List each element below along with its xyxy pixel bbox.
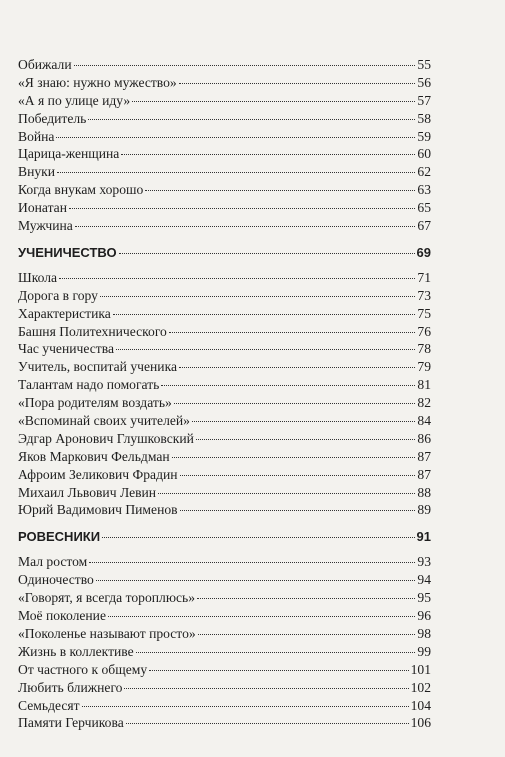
entry-page-number: 60 bbox=[417, 146, 431, 162]
entry-title: Учитель, воспитай ученика bbox=[18, 359, 177, 375]
entry-page-number: 95 bbox=[417, 590, 431, 606]
toc-entry bbox=[18, 340, 431, 358]
toc-entry bbox=[18, 430, 431, 448]
entry-title: Когда внукам хорошо bbox=[18, 182, 144, 198]
toc-entry bbox=[18, 199, 431, 217]
entry-page-number: 86 bbox=[417, 430, 431, 446]
section-title: УЧЕНИЧЕСТВО bbox=[18, 244, 117, 260]
dot-leader bbox=[179, 366, 415, 368]
dot-leader bbox=[180, 509, 416, 511]
entry-title: Школа bbox=[18, 269, 58, 285]
entry-page-number: 101 bbox=[410, 661, 431, 677]
dot-leader bbox=[59, 277, 415, 279]
toc-entry bbox=[18, 394, 431, 412]
dot-leader bbox=[136, 651, 416, 653]
entry-page-number: 96 bbox=[417, 608, 431, 624]
toc-entry bbox=[18, 571, 431, 589]
dot-leader bbox=[119, 252, 415, 254]
toc-entry bbox=[18, 625, 431, 643]
entry-page-number: 73 bbox=[417, 287, 431, 303]
dot-leader bbox=[108, 615, 415, 617]
toc-entry bbox=[18, 484, 431, 502]
dot-leader bbox=[126, 722, 409, 724]
dot-leader bbox=[124, 687, 408, 689]
entry-title: Башня Политехнического bbox=[18, 323, 167, 339]
entry-title: Моё поколение bbox=[18, 608, 106, 624]
toc-entry bbox=[18, 269, 431, 287]
toc-entry bbox=[18, 679, 431, 697]
toc-entry bbox=[18, 466, 431, 484]
entry-page-number: 55 bbox=[417, 57, 431, 72]
entry-title: Жизнь в коллективе bbox=[18, 643, 134, 659]
entry-title: «А я по улице иду» bbox=[18, 92, 131, 108]
entry-page-number: 84 bbox=[417, 413, 431, 429]
entry-title: Афроим Зеликович Фрадин bbox=[18, 466, 178, 482]
dot-leader bbox=[74, 64, 416, 66]
dot-leader bbox=[161, 384, 415, 386]
entry-title: Обижали bbox=[18, 57, 72, 72]
entry-page-number: 65 bbox=[417, 200, 431, 216]
toc-entry bbox=[18, 607, 431, 625]
entry-page-number: 104 bbox=[410, 697, 431, 713]
dot-leader bbox=[96, 579, 416, 581]
entry-title: Внуки bbox=[18, 164, 56, 180]
entry-page-number: 87 bbox=[417, 448, 431, 464]
entry-title: Эдгар Аронович Глушковский bbox=[18, 430, 194, 446]
dot-leader bbox=[100, 295, 415, 297]
toc-entry bbox=[18, 323, 431, 341]
entry-page-number: 56 bbox=[417, 74, 431, 90]
toc-entry bbox=[18, 412, 431, 430]
entry-page-number: 71 bbox=[417, 269, 431, 285]
toc-entry bbox=[18, 181, 431, 199]
dot-leader bbox=[116, 348, 415, 350]
dot-leader bbox=[198, 633, 416, 635]
entry-title: Дорога в гору bbox=[18, 287, 98, 303]
dot-leader bbox=[197, 597, 415, 599]
dot-leader bbox=[102, 536, 414, 538]
toc-entry bbox=[18, 128, 431, 146]
entry-page-number: 89 bbox=[417, 502, 431, 518]
dot-leader bbox=[172, 456, 416, 458]
toc-entry bbox=[18, 92, 431, 110]
dot-leader bbox=[180, 474, 416, 476]
dot-leader bbox=[57, 171, 415, 173]
dot-leader bbox=[132, 100, 415, 102]
dot-leader bbox=[56, 136, 415, 138]
toc-entry bbox=[18, 217, 431, 235]
entry-title: Характеристика bbox=[18, 305, 111, 321]
entry-page-number: 88 bbox=[417, 484, 431, 500]
entry-page-number: 98 bbox=[417, 625, 431, 641]
section-heading bbox=[18, 524, 431, 550]
dot-leader bbox=[82, 705, 409, 707]
toc-entry bbox=[18, 501, 431, 519]
entry-title: Ионатан bbox=[18, 200, 67, 216]
dot-leader bbox=[121, 153, 415, 155]
dot-leader bbox=[75, 225, 416, 227]
section-heading bbox=[18, 240, 431, 266]
dot-leader bbox=[179, 82, 416, 84]
dot-leader bbox=[158, 492, 415, 494]
section-page-number: 69 bbox=[416, 244, 431, 260]
entry-page-number: 102 bbox=[410, 679, 431, 695]
toc-entry bbox=[18, 697, 431, 715]
entry-title: Талантам надо помогать bbox=[18, 377, 160, 393]
entry-page-number: 87 bbox=[417, 466, 431, 482]
entry-title: Час ученичества bbox=[18, 341, 114, 357]
entry-page-number: 81 bbox=[417, 377, 431, 393]
table-of-contents bbox=[18, 56, 431, 732]
dot-leader bbox=[89, 561, 415, 563]
entry-title: Памяти Герчикова bbox=[18, 715, 124, 731]
dot-leader bbox=[192, 420, 415, 422]
entry-title: «Я знаю: нужно мужество» bbox=[18, 74, 177, 90]
entry-title: Юрий Вадимович Пименов bbox=[18, 502, 178, 518]
entry-title: Мал ростом bbox=[18, 554, 88, 570]
entry-title: «Говорят, я всегда тороплюсь» bbox=[18, 590, 196, 606]
entry-title: «Поколенье называют просто» bbox=[18, 625, 196, 641]
section-title: РОВЕСНИКИ bbox=[18, 529, 101, 545]
entry-page-number: 94 bbox=[417, 572, 431, 588]
entry-page-number: 62 bbox=[417, 164, 431, 180]
entry-title: От частного к общему bbox=[18, 661, 148, 677]
toc-entry bbox=[18, 589, 431, 607]
entry-title: Победитель bbox=[18, 110, 87, 126]
entry-title: Яков Маркович Фельдман bbox=[18, 448, 170, 464]
dot-leader bbox=[88, 118, 415, 120]
section-page-number: 91 bbox=[416, 529, 431, 545]
entry-title: Царица-женщина bbox=[18, 146, 120, 162]
toc-entry bbox=[18, 305, 431, 323]
toc-entry bbox=[18, 714, 431, 732]
entry-title: Любить ближнего bbox=[18, 679, 123, 695]
dot-leader bbox=[113, 313, 416, 315]
entry-page-number: 79 bbox=[417, 359, 431, 375]
entry-page-number: 58 bbox=[417, 110, 431, 126]
dot-leader bbox=[174, 402, 416, 404]
toc-entry bbox=[18, 661, 431, 679]
dot-leader bbox=[145, 189, 415, 191]
toc-entry bbox=[18, 56, 431, 74]
entry-title: «Пора родителям воздать» bbox=[18, 395, 172, 411]
dot-leader bbox=[69, 207, 415, 209]
entry-page-number: 99 bbox=[417, 643, 431, 659]
entry-page-number: 67 bbox=[417, 218, 431, 234]
dot-leader bbox=[169, 331, 416, 333]
toc-entry bbox=[18, 145, 431, 163]
entry-page-number: 59 bbox=[417, 128, 431, 144]
entry-page-number: 82 bbox=[417, 395, 431, 411]
entry-page-number: 78 bbox=[417, 341, 431, 357]
toc-entry bbox=[18, 448, 431, 466]
entry-page-number: 63 bbox=[417, 182, 431, 198]
entry-title: «Вспоминай своих учителей» bbox=[18, 413, 190, 429]
entry-page-number: 76 bbox=[417, 323, 431, 339]
toc-entry bbox=[18, 110, 431, 128]
entry-title: Война bbox=[18, 128, 55, 144]
dot-leader bbox=[196, 438, 416, 440]
entry-page-number: 93 bbox=[417, 554, 431, 570]
dot-leader bbox=[149, 669, 408, 671]
entry-page-number: 75 bbox=[417, 305, 431, 321]
toc-entry bbox=[18, 553, 431, 571]
entry-title: Семьдесят bbox=[18, 697, 80, 713]
entry-title: Одиночество bbox=[18, 572, 94, 588]
toc-entry bbox=[18, 376, 431, 394]
toc-entry bbox=[18, 287, 431, 305]
entry-page-number: 57 bbox=[417, 92, 431, 108]
toc-entry bbox=[18, 74, 431, 92]
toc-entry bbox=[18, 358, 431, 376]
toc-entry bbox=[18, 163, 431, 181]
toc-entry bbox=[18, 643, 431, 661]
entry-title: Мужчина bbox=[18, 218, 73, 234]
entry-title: Михаил Львович Левин bbox=[18, 484, 157, 500]
entry-page-number: 106 bbox=[410, 715, 431, 731]
